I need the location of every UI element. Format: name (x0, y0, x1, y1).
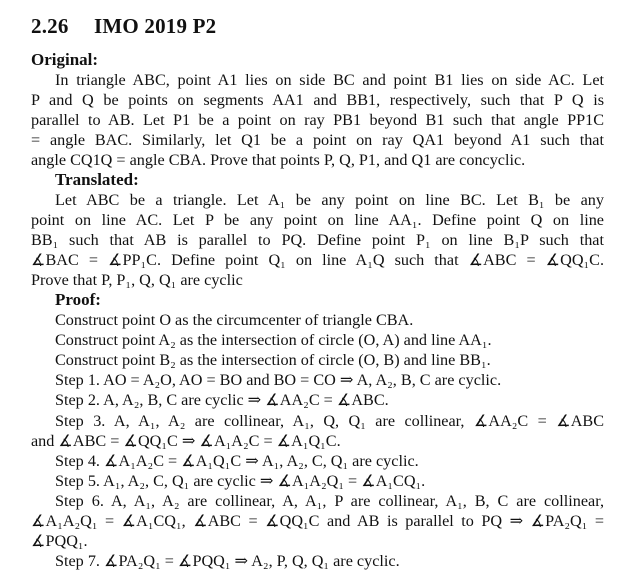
proof-step-1 (55, 370, 604, 390)
construction-line: Construct point A₂ as the intersection of circle (O, A) and line AA₁. (55, 331, 492, 349)
proof-step-3-continued: and ∡ABC = ∡QQ₁C ⇒ ∡A₁A₂C = ∡A₁Q₁C. (31, 432, 341, 450)
original-heading: Original: (31, 50, 99, 69)
proof-heading: Proof: (55, 290, 101, 309)
step-text: A, A₂, B, C are cyclic ⇒ ∡AA₂C = ∡ABC. (103, 391, 389, 409)
proof-step-6-continued: ∡A₁A₂Q₁ = ∡A₁CQ₁, ∡ABC = ∡QQ₁C and AB is parallel to PQ ⇒ ∡PA₂Q₁ = (31, 512, 604, 530)
step-text: ∡A₁A₂C = ∡A₁Q₁C ⇒ A₁, A₂, C, Q₁ are cyclic. (104, 452, 419, 470)
proof-step-4 (55, 451, 604, 471)
step-label: Step 5. (55, 472, 100, 490)
step-label: Step 2. (55, 391, 100, 409)
translated-line: Let ABC be a triangle. Let A₁ be any point on line BC. Let B₁ be any (55, 191, 604, 209)
step-text: AO = A₂O, AO = BO and BO = CO ⇒ A, A₂, B, C are cyclic. (103, 371, 502, 389)
proof-step-5 (55, 471, 604, 491)
construction-line: Construct point O as the circumcenter of triangle CBA. (55, 311, 414, 329)
step-text: A, A₁, A₂ are collinear, A₁, Q, Q₁ are collinear, ∡AA₂C = ∡ABC (113, 412, 604, 430)
translated-line: point on line AC. Let P be any point on line AA₁. Define point Q on line (31, 211, 604, 229)
step-text: A, A₁, A₂ are collinear, A, A₁, P are collinear, A₁, B, C are collinear, (110, 492, 605, 510)
translated-heading: Translated: (55, 170, 139, 189)
proof-step-3 (55, 411, 604, 431)
proof-step-6-continued-2: ∡PQQ₁. (31, 532, 88, 550)
section-title: IMO 2019 P2 (94, 14, 217, 38)
step-text: A₁, A₂, C, Q₁ are cyclic ⇒ ∡A₁A₂Q₁ = ∡A₁CQ₁. (103, 472, 426, 490)
step-label: Step 6. (55, 492, 104, 510)
original-line: parallel to AB. Let P1 be a point on ray PB1 beyond B1 such that angle PP1C (31, 111, 604, 129)
proof-step-7 (55, 551, 604, 571)
original-line: In triangle ABC, point A1 lies on side BC and point B1 lies on side AC. Let (55, 71, 604, 89)
original-line: angle CQ1Q = angle CBA. Prove that points P, Q, P1, and Q1 are concyclic. (31, 151, 526, 169)
original-line: = angle BAC. Similarly, let Q1 be a point on ray QA1 beyond A1 such that (31, 131, 604, 149)
step-text: ∡PA₂Q₁ = ∡PQQ₁ ⇒ A₂, P, Q, Q₁ are cyclic. (104, 552, 400, 570)
translated-line: Prove that P, P₁, Q, Q₁ are cyclic (31, 271, 243, 289)
section-number: 2.26 (31, 14, 69, 38)
translated-line: BB₁ such that AB is parallel to PQ. Define point P₁ on line B₁P such that (31, 231, 604, 249)
step-label: Step 4. (55, 452, 100, 470)
step-label: Step 1. (55, 371, 100, 389)
step-label: Step 3. (55, 412, 106, 430)
proof-step-6 (55, 491, 604, 511)
original-line: P and Q be points on segments AA1 and BB1, respectively, such that P Q is (31, 91, 604, 109)
proof-step-2 (55, 390, 604, 410)
translated-line: ∡BAC = ∡PP₁C. Define point Q₁ on line A₁Q such that ∡ABC = ∡QQ₁C. (31, 251, 604, 269)
section-heading (31, 14, 216, 39)
construction-line: Construct point B₂ as the intersection of circle (O, B) and line BB₁. (55, 351, 491, 369)
step-label: Step 7. (55, 552, 100, 570)
